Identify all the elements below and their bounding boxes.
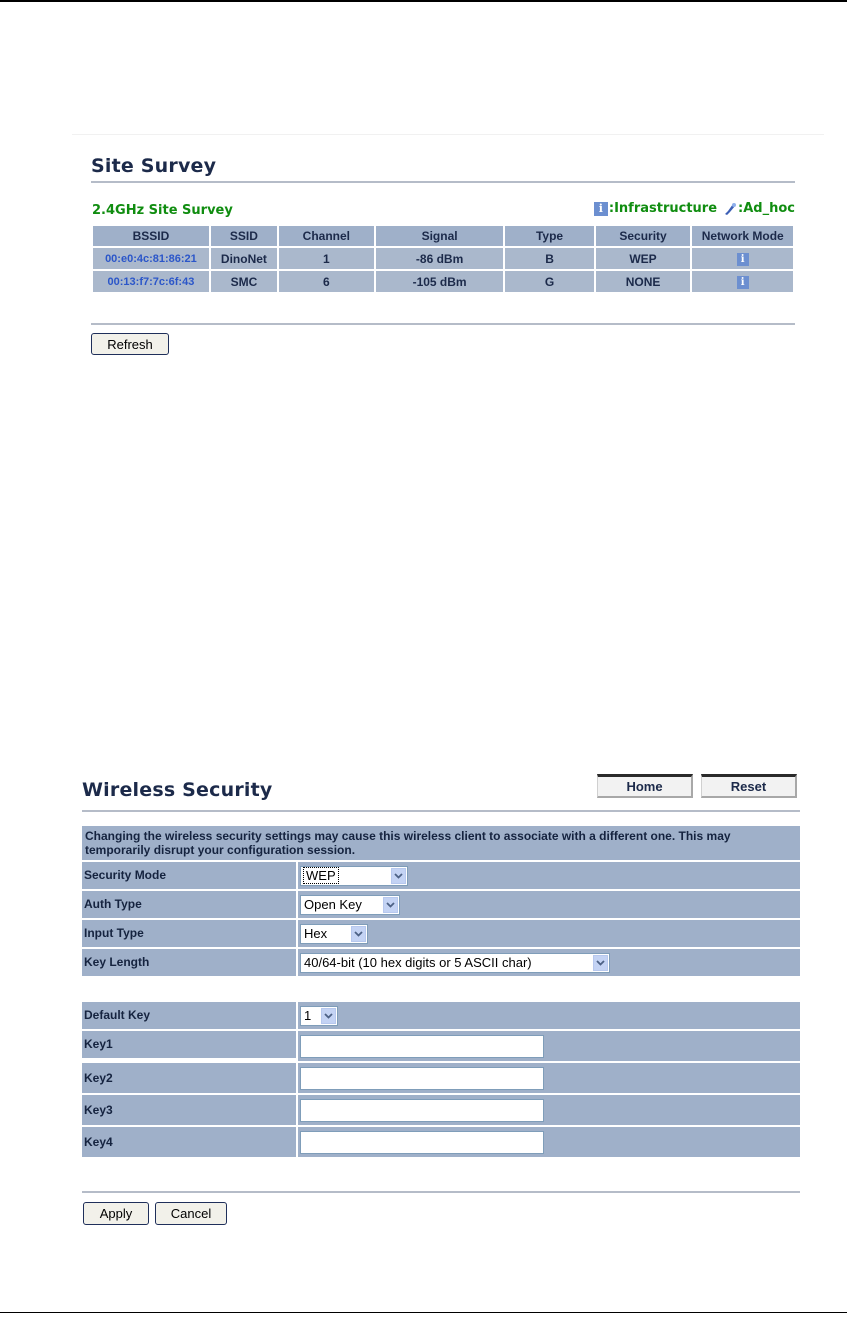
- security-mode-row: [82, 862, 800, 889]
- chevron-down-icon: [391, 868, 406, 884]
- column-header-signal: Signal: [376, 226, 504, 246]
- table-row[interactable]: [93, 246, 793, 269]
- reset-button[interactable]: Reset: [701, 774, 797, 798]
- column-header-channel: Channel: [279, 226, 374, 246]
- site-survey-header-row: [93, 226, 793, 246]
- form-spacer: [82, 978, 800, 1002]
- column-header-network-mode: Network Mode: [692, 226, 793, 246]
- input-type-select[interactable]: [300, 924, 368, 944]
- signal-cell: -105 dBm: [376, 269, 504, 292]
- default-key-label: Default Key: [82, 1002, 296, 1029]
- wireless-security-title-rule: [82, 810, 800, 812]
- site-survey-bottom-rule: [91, 323, 795, 325]
- security-mode-label: Security Mode: [82, 862, 296, 889]
- site-survey-table: [91, 226, 795, 292]
- type-cell: B: [505, 246, 593, 269]
- bssid-cell[interactable]: 00:13:f7:7c:6f:43: [93, 269, 209, 292]
- adhoc-icon: [723, 202, 737, 216]
- key1-value-cell: [298, 1031, 800, 1061]
- key4-value-cell: [298, 1127, 800, 1157]
- default-key-select[interactable]: [300, 1006, 338, 1026]
- key1-input[interactable]: [300, 1035, 544, 1058]
- key-length-row: [82, 949, 800, 976]
- auth-type-label: Auth Type: [82, 891, 296, 918]
- chevron-down-icon: [321, 1008, 336, 1024]
- key3-input[interactable]: [300, 1099, 544, 1122]
- auth-type-value-cell: [298, 891, 800, 918]
- ssid-cell: DinoNet: [211, 246, 277, 269]
- bssid-cell[interactable]: 00:e0:4c:81:86:21: [93, 246, 209, 269]
- key-length-label: Key Length: [82, 949, 296, 976]
- site-survey-title-rule: [91, 181, 795, 183]
- default-key-value-cell: [298, 1002, 800, 1029]
- key2-row: [82, 1063, 800, 1093]
- input-type-value-cell: [298, 920, 800, 947]
- chevron-down-icon: [383, 897, 398, 913]
- site-survey-subtitle: 2.4GHz Site Survey: [92, 203, 233, 218]
- apply-button[interactable]: Apply: [83, 1202, 149, 1225]
- default-key-row: [82, 1002, 800, 1029]
- chevron-down-icon: [593, 955, 608, 971]
- column-header-security: Security: [596, 226, 691, 246]
- column-header-type: Type: [505, 226, 593, 246]
- home-button[interactable]: Home: [597, 774, 693, 798]
- table-row[interactable]: [93, 269, 793, 292]
- key3-label: Key3: [82, 1095, 296, 1125]
- legend-infrastructure-label: :Infrastructure: [608, 201, 718, 216]
- channel-cell: 1: [279, 246, 374, 269]
- key3-value-cell: [298, 1095, 800, 1125]
- cancel-button[interactable]: Cancel: [155, 1202, 227, 1225]
- security-mode-select[interactable]: [300, 866, 408, 886]
- key-length-selected: 40/64-bit (10 hex digits or 5 ASCII char): [304, 955, 532, 970]
- page-top-rule: [0, 0, 847, 2]
- key4-input[interactable]: [300, 1131, 544, 1154]
- infrastructure-icon: i: [737, 253, 749, 266]
- refresh-button[interactable]: Refresh: [91, 333, 169, 355]
- key3-row: [82, 1095, 800, 1125]
- input-type-selected: Hex: [304, 926, 328, 941]
- security-notice: Changing the wireless security settings may cause this wireless client to associate with a different one. This may temporarily disrupt your configuration session.: [82, 826, 800, 860]
- auth-type-row: [82, 891, 800, 918]
- security-mode-selected: WEP: [306, 868, 336, 883]
- legend-adhoc-label: :Ad_hoc: [738, 201, 795, 216]
- chevron-down-icon: [351, 926, 366, 942]
- column-header-bssid: BSSID: [93, 226, 209, 246]
- network-mode-cell: [692, 246, 793, 269]
- type-cell: G: [505, 269, 593, 292]
- default-key-selected: 1: [304, 1008, 312, 1023]
- signal-cell: -86 dBm: [376, 246, 504, 269]
- security-cell: NONE: [596, 269, 691, 292]
- page-bottom-rule: [0, 1312, 847, 1313]
- security-cell: WEP: [596, 246, 691, 269]
- wireless-security-form: [82, 826, 800, 1159]
- wireless-security-title: Wireless Security: [82, 779, 273, 801]
- infrastructure-icon: i: [737, 276, 749, 289]
- site-survey-title: Site Survey: [91, 155, 217, 177]
- auth-type-select[interactable]: [300, 895, 400, 915]
- input-type-label: Input Type: [82, 920, 296, 947]
- column-header-ssid: SSID: [211, 226, 277, 246]
- auth-type-selected: Open Key: [304, 897, 362, 912]
- key2-value-cell: [298, 1063, 800, 1093]
- key2-input[interactable]: [300, 1067, 544, 1090]
- network-mode-cell: [692, 269, 793, 292]
- key2-label: Key2: [82, 1063, 296, 1093]
- security-mode-value-cell: [298, 862, 800, 889]
- key1-row: [82, 1031, 800, 1061]
- wireless-security-bottom-rule: [82, 1191, 800, 1193]
- input-type-row: [82, 920, 800, 947]
- ssid-cell: SMC: [211, 269, 277, 292]
- network-mode-legend: [594, 201, 795, 216]
- key4-row: [82, 1127, 800, 1157]
- infrastructure-icon: i: [594, 202, 608, 216]
- key1-label: Key1: [82, 1031, 296, 1058]
- key4-label: Key4: [82, 1127, 296, 1157]
- channel-cell: 6: [279, 269, 374, 292]
- key-length-value-cell: [298, 949, 800, 976]
- key-length-select[interactable]: [300, 953, 610, 973]
